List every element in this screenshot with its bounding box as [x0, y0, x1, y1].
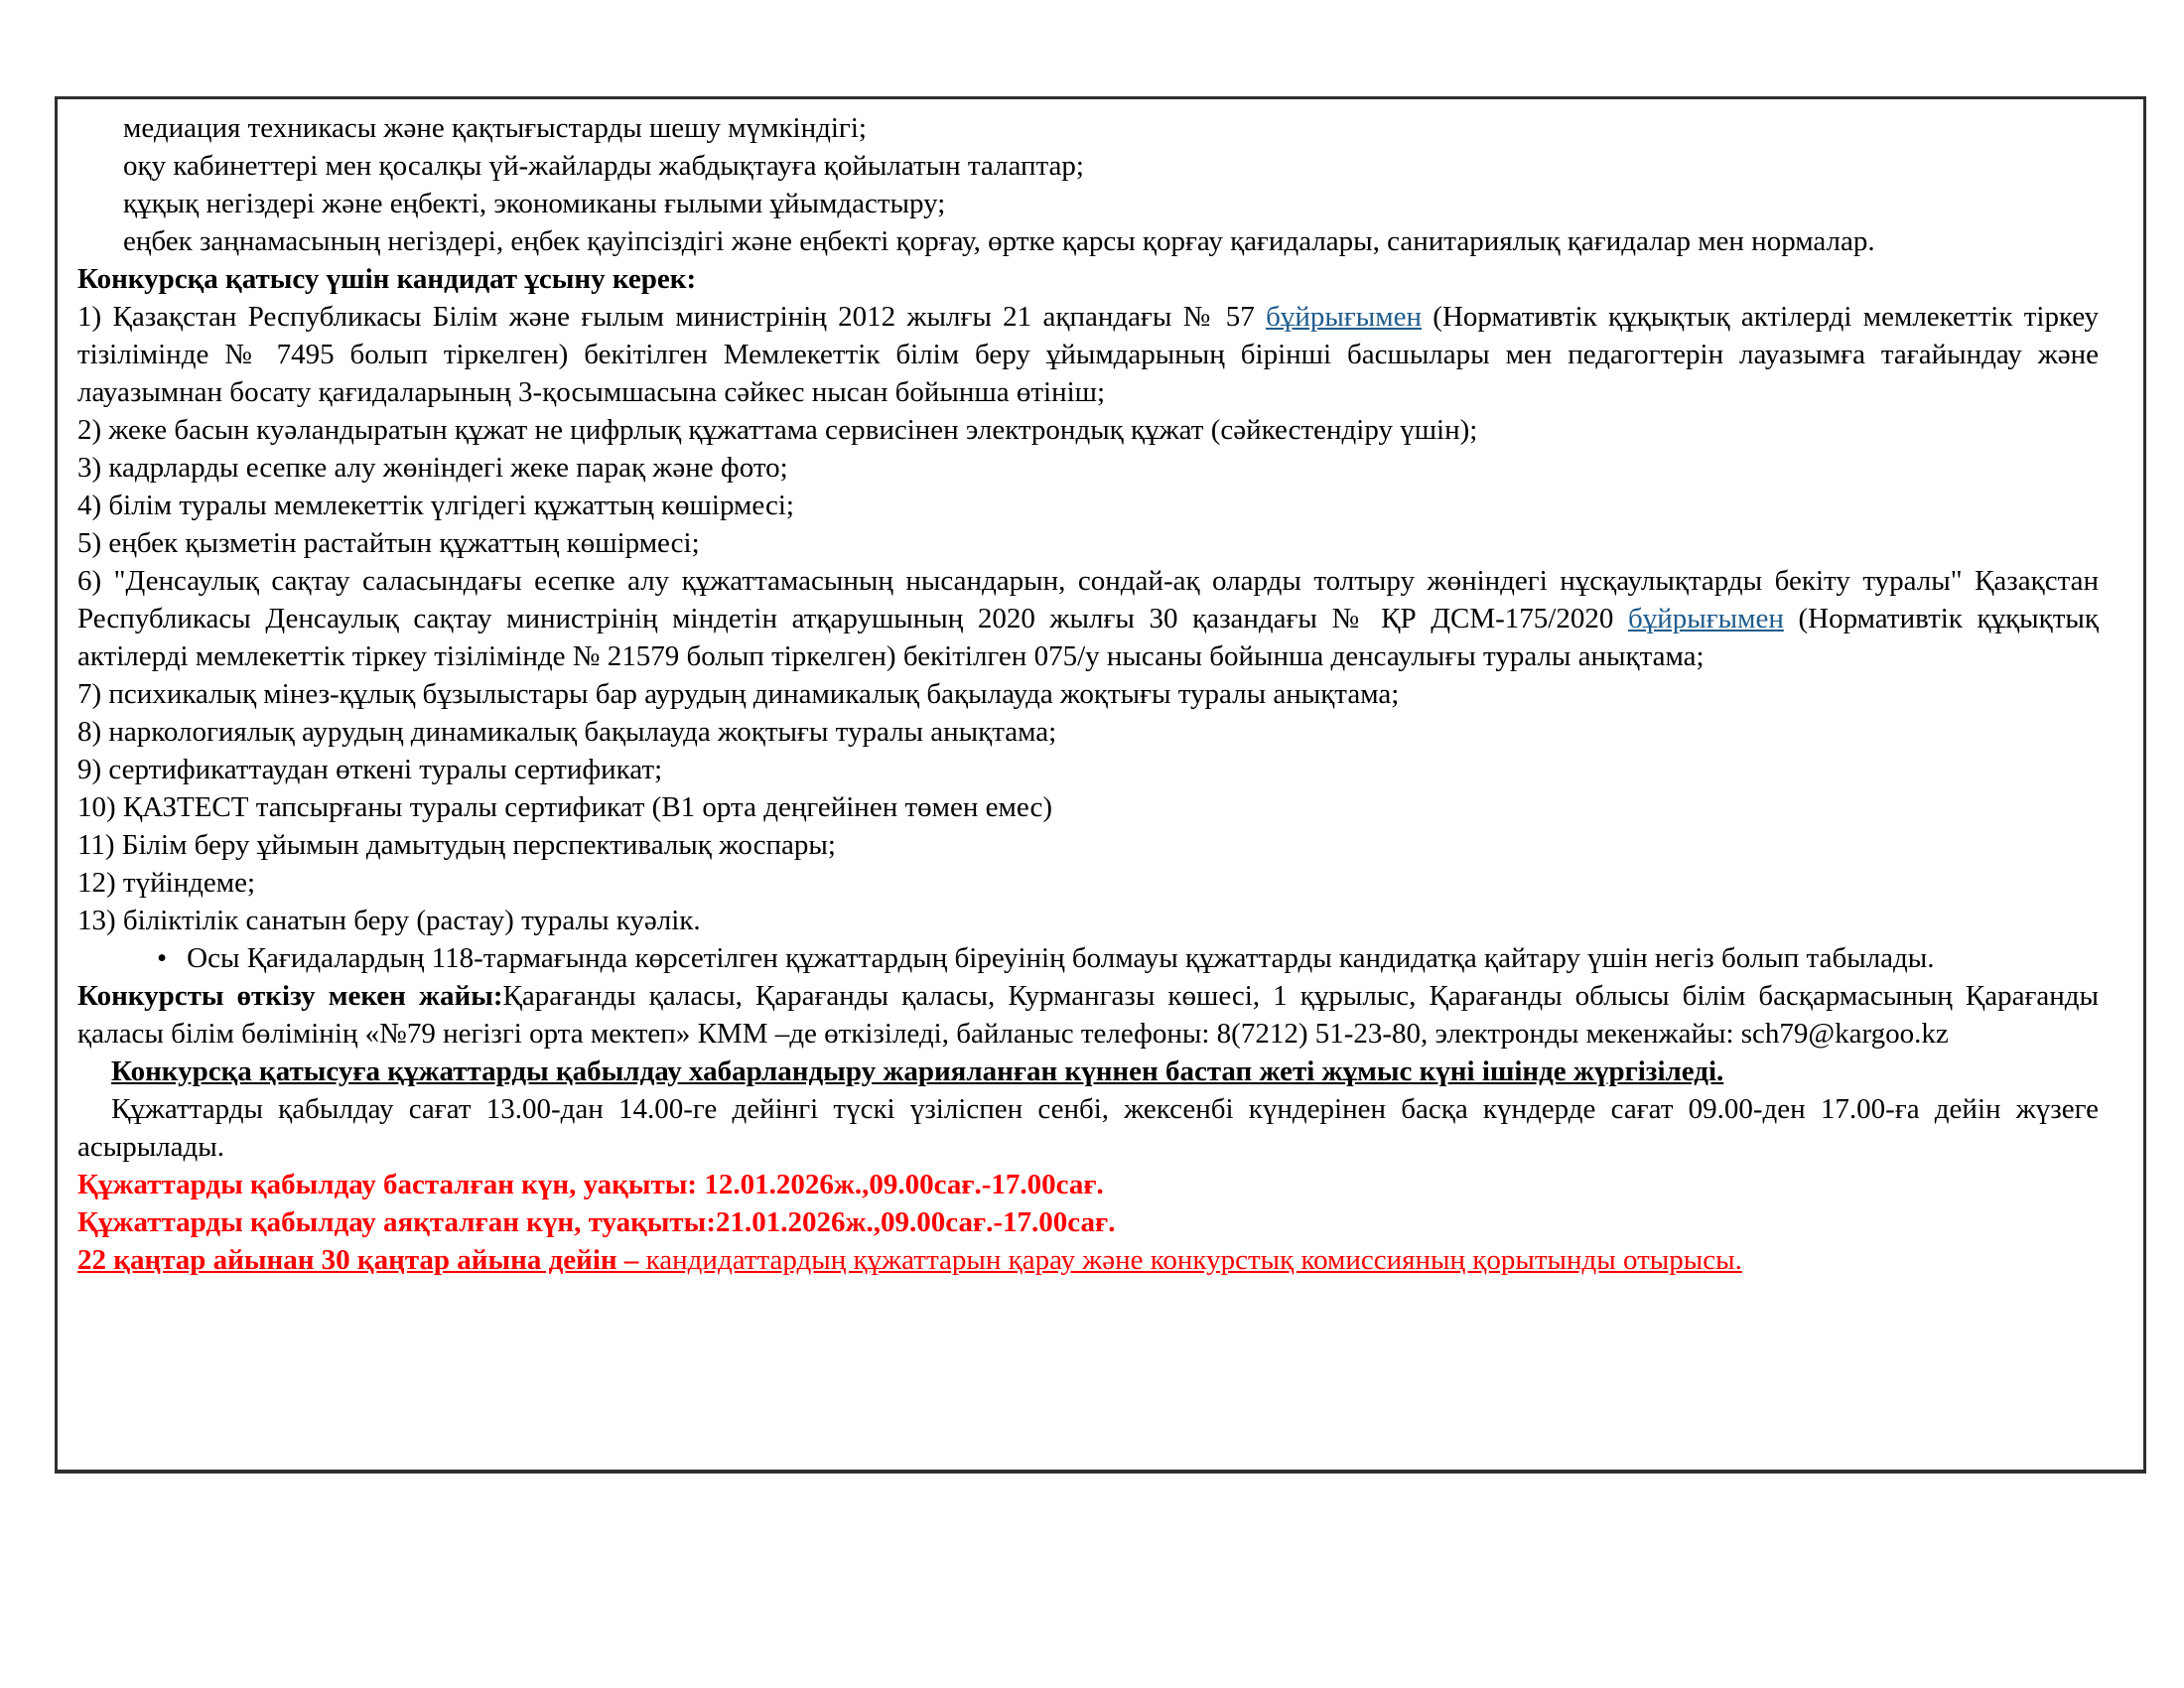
intro-line-4: еңбек заңнамасының негіздері, еңбек қауіпсіздігі және еңбекті қорғау, өртке қарсы қорғау қағидалары, санитариялық қағидалар мен нормалар.	[123, 225, 1875, 257]
venue-label: Конкурсты өткізу мекен жайы:	[77, 980, 503, 1012]
missing-documents-note	[77, 939, 2099, 977]
missing-documents-note-text: Осы Қағидалардың 118-тармағында көрсетілген құжаттардың біреуінің болмауы құжаттарды кандидатқа қайтару үшін негіз болып табылады.	[187, 942, 1935, 974]
announcement-document	[55, 96, 2146, 1474]
item6-text-post: (Нормативтік құқықтық актілерді мемлекеттік тіркеу тізілімінде № 21579 болып тіркелген) бекітілген 075/у нысаны бойынша денсаулығы туралы анықтама;	[77, 603, 2099, 672]
requirement-item-6	[77, 562, 2099, 675]
requirement-item-12: 12) түйіндеме;	[77, 867, 256, 899]
item6-text-pre: 6) "Денсаулық сақтау саласындағы есепке алу құжаттамасының нысандарын, сондай-ақ оларды толтыру жөніндегі нұсқаулықтарды бекіту туралы" Қазақстан Республикасы Денсаулық сақтау министрінің міндетін атқарушының 2020 жылғы 30 қазандағы № ҚР ДСМ-175/2020	[77, 565, 2099, 634]
intro-line-1: медиация техникасы және қақтығыстарды шешу мүмкіндігі;	[123, 112, 867, 144]
deadline-heading-text: Конкурсқа қатысуға құжаттарды қабылдау хабарландыру жарияланған күннен бастап жеті жұмыс күні ішінде жүргізіледі.	[111, 1055, 1724, 1087]
requirements-heading	[77, 260, 2099, 298]
start-date-line: Құжаттарды қабылдау басталған күн, уақыты: 12.01.2026ж.,09.00сағ.-17.00сағ.	[77, 1169, 1104, 1200]
requirement-item-7: 7) психикалық мінез-құлық бұзылыстары бар аурудың динамикалық бақылауда жоқтығы туралы анықтама;	[77, 678, 1400, 710]
intro-line-2: оқу кабинеттері мен қосалқы үй-жайларды жабдықтауға қойылатын талаптар;	[123, 150, 1084, 182]
venue-paragraph	[77, 977, 2099, 1053]
item1-text-post: (Нормативтік құқықтық актілерді мемлекеттік тіркеу тізілімінде № 7495 болып тіркелген) бекітілген Мемлекеттік білім беру ұйымдарының бірінші басшылары мен педагогтерін лауазымға тағайындау және лауазымнан босату қағидаларының 3-қосымшасына сәйкес нысан бойынша өтініш;	[77, 301, 2099, 408]
review-period-bold: 22 қаңтар айынан 30 қаңтар айына дейін –	[77, 1244, 646, 1276]
order-dsm-link[interactable]: бұйрығымен	[1627, 603, 1784, 634]
review-period-rest: кандидаттардың құжаттарын қарау және конкурстық комиссияның қорытынды отырысы.	[645, 1244, 1742, 1276]
end-date-line: Құжаттарды қабылдау аяқталған күн, туақыты:21.01.2026ж.,09.00сағ.-17.00сағ.	[77, 1206, 1116, 1238]
bullet-icon: •	[157, 942, 168, 974]
requirement-item-5: 5) еңбек қызметін растайтын құжаттың көшірмесі;	[77, 527, 700, 559]
requirement-item-9: 9) сертификаттаудан өткені туралы сертификат;	[77, 754, 663, 785]
requirement-item-2: 2) жеке басын куәландыратын құжат не цифрлық құжаттама сервисінен электрондық құжат (сәйкестендіру үшін);	[77, 414, 1478, 446]
intro-line-3: құқық негіздері және еңбекті, экономиканы ғылыми ұйымдастыру;	[123, 188, 946, 219]
requirement-item-13: 13) біліктілік санатын беру (растау) туралы куәлік.	[77, 905, 701, 936]
schedule-paragraph: Құжаттарды қабылдау сағат 13.00-дан 14.00-ге дейінгі түскі үзіліспен сенбі, жексенбі күндерінен басқа күндерде сағат 09.00-ден 17.00-ға дейін жүзеге асырылады.	[77, 1093, 2099, 1163]
requirements-heading-text: Конкурсқа қатысу үшін кандидат ұсыну керек:	[77, 263, 697, 295]
requirement-item-10: 10) ҚАЗТЕСТ тапсырғаны туралы сертификат (B1 орта деңгейінен төмен емес)	[77, 791, 1052, 823]
requirement-item-11: 11) Білім беру ұйымын дамытудың перспективалық жоспары;	[77, 829, 836, 861]
requirement-item-4: 4) білім туралы мемлекеттік үлгідегі құжаттың көшірмесі;	[77, 490, 794, 521]
requirement-item-3: 3) кадрларды есепке алу жөніндегі жеке парақ және фото;	[77, 452, 788, 484]
item1-text-pre: 1) Қазақстан Республикасы Білім және ғылым министрінің 2012 жылғы 21 ақпандағы № 57	[77, 301, 1267, 333]
venue-text: Қарағанды қаласы, Қарағанды қаласы, Курмангазы көшесі, 1 құрылыс, Қарағанды облысы білім басқармасының Қарағанды қаласы білім бөлімінің «№79 негізгі орта мектеп» КММ –де өткізіледі, байланыс телефоны: 8(7212) 51-23-80, электронды мекенжайы: sch79@kargoo.kz	[77, 980, 2099, 1050]
order-57-link[interactable]: бұйрығымен	[1266, 301, 1422, 333]
review-period-line	[77, 1241, 2099, 1279]
requirement-item-8: 8) наркологиялық аурудың динамикалық бақылауда жоқтығы туралы анықтама;	[77, 716, 1057, 748]
requirement-item-1	[77, 298, 2099, 411]
deadline-heading	[77, 1053, 2099, 1090]
